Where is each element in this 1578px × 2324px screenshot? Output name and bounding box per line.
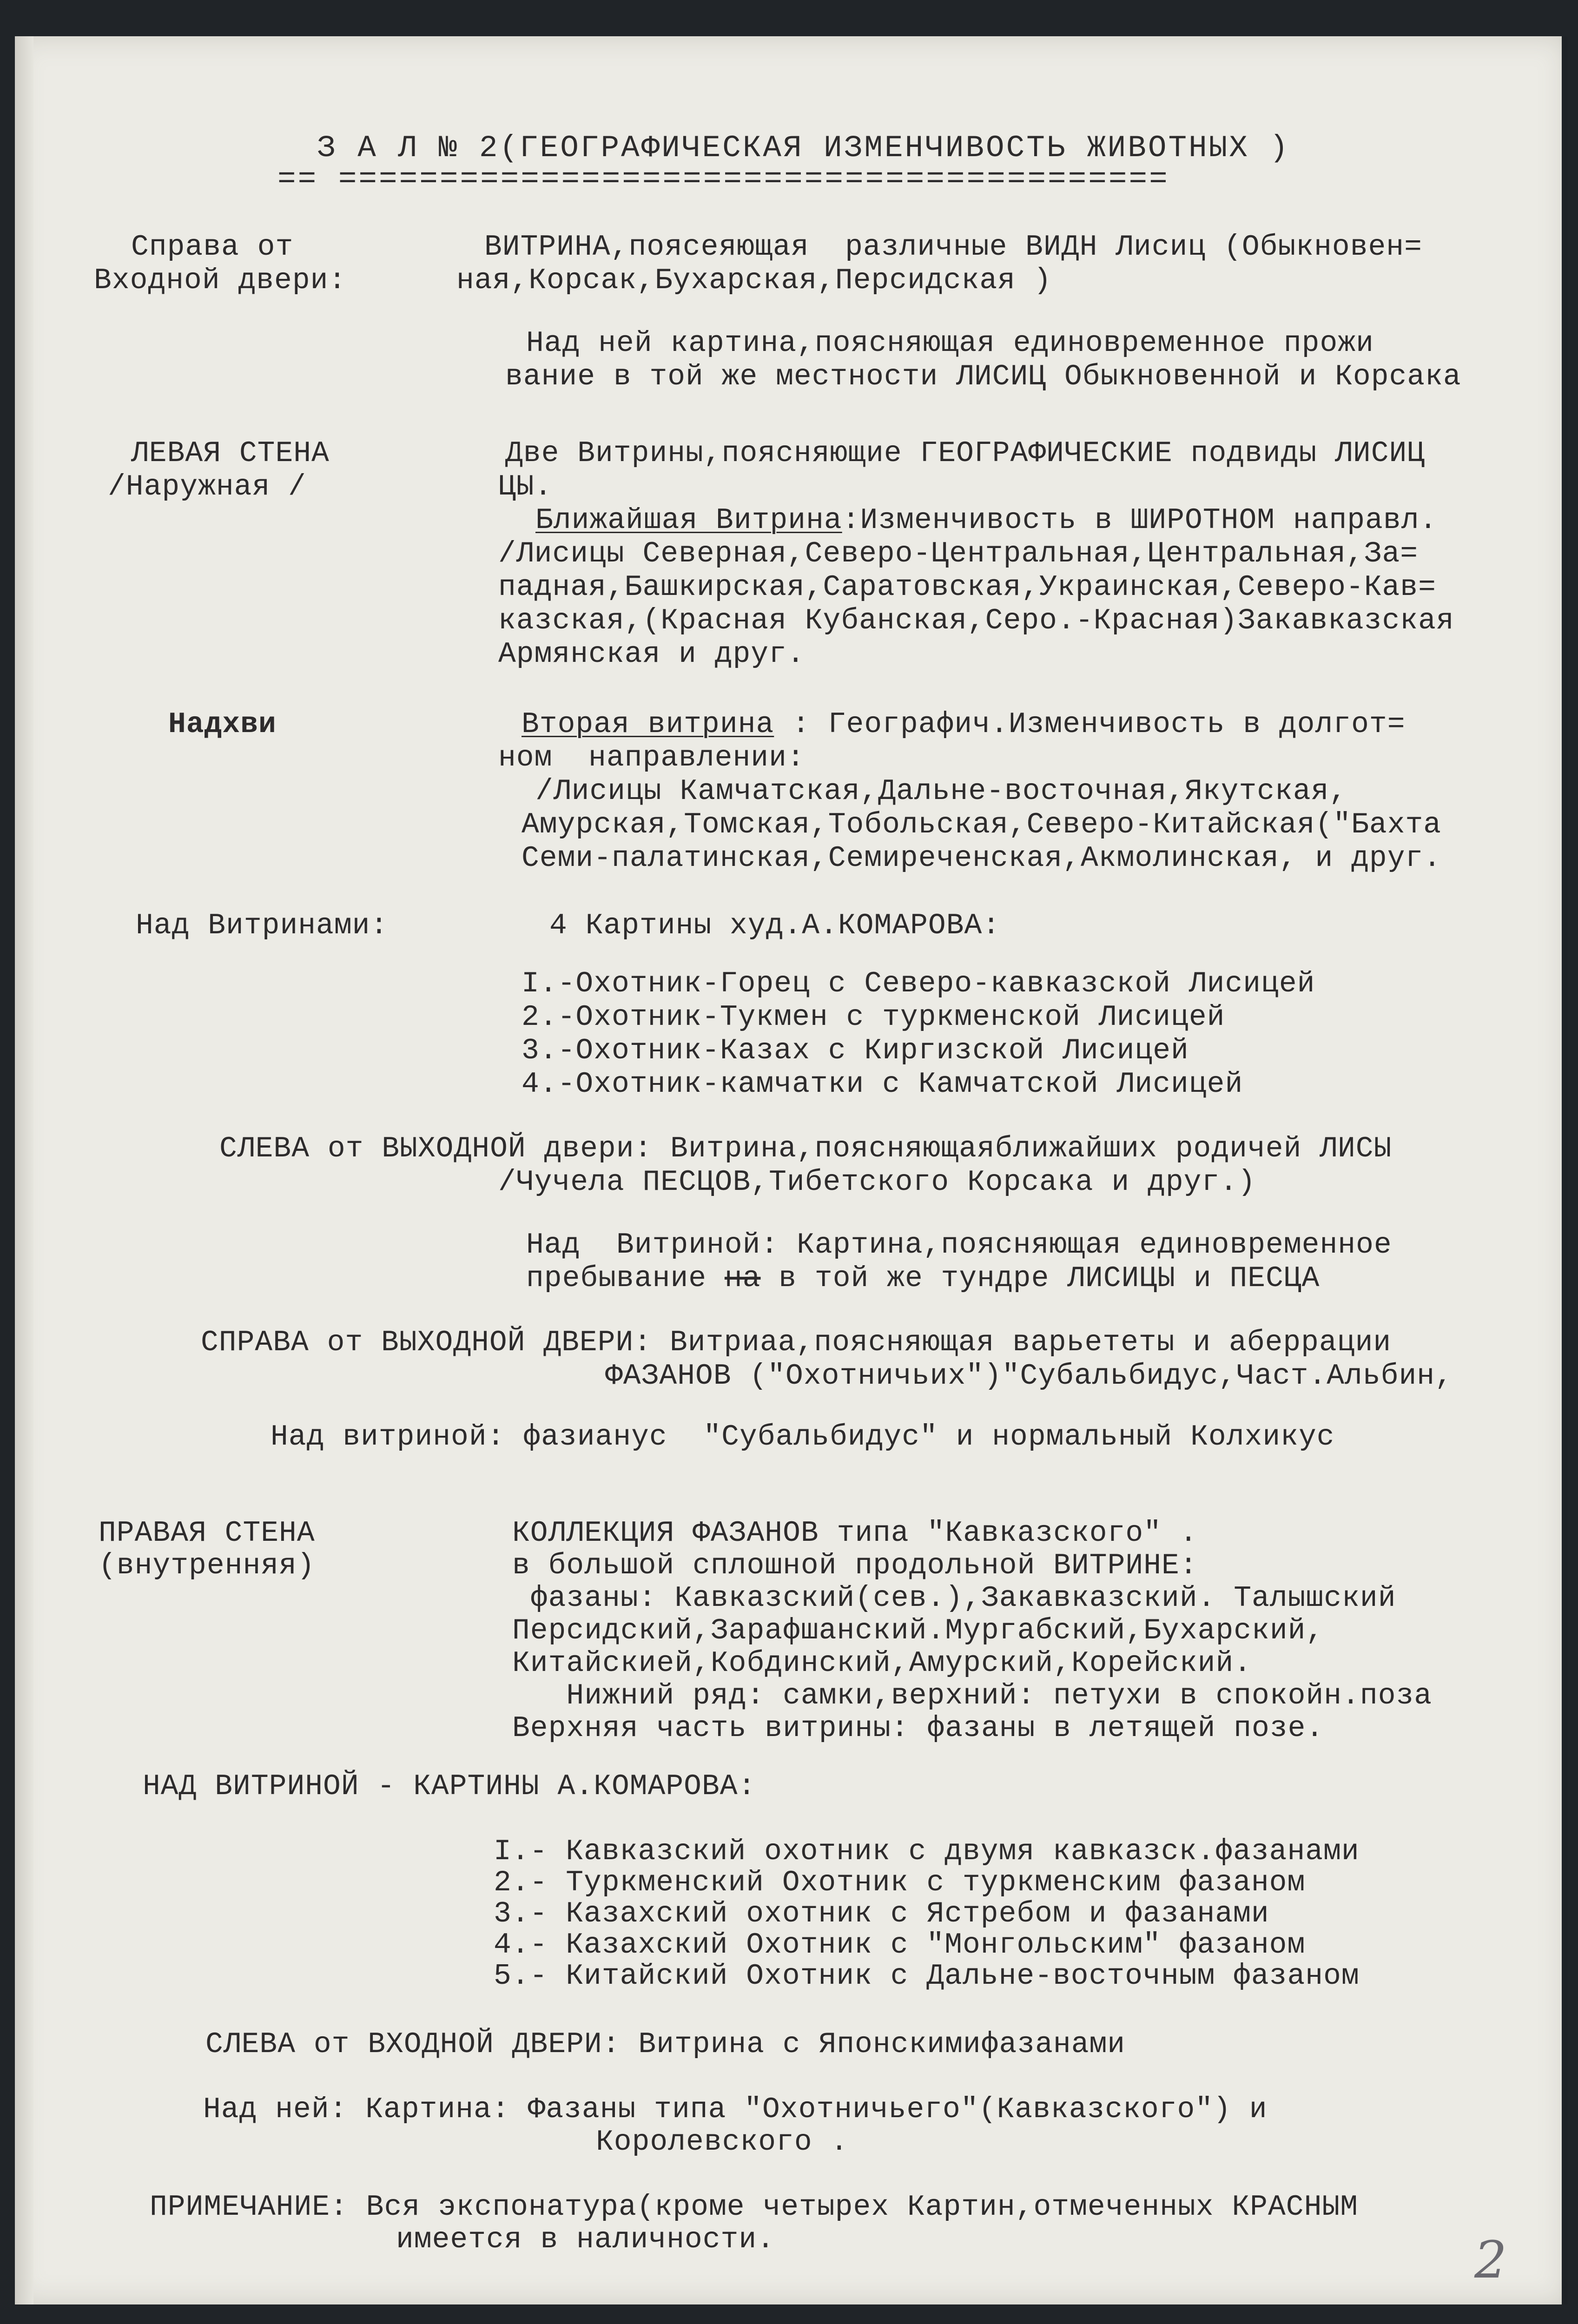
note-line-2: имеется в наличности. bbox=[396, 2223, 775, 2256]
section9-line-2: Над ней: Картина: Фазаны типа "Охотничьего"(Кавказского") и bbox=[203, 2093, 1268, 2126]
section7-line-7: Верхняя часть витрины: фазаны в летящей позе. bbox=[512, 1712, 1324, 1745]
section8-item-2: 2.- Туркменский Охотник с туркменским фазаном bbox=[494, 1866, 1306, 1899]
document-page bbox=[15, 36, 1567, 2304]
section7-line-1: КОЛЛЕКЦИЯ ФАЗАНОВ типа "Кавказского" . bbox=[512, 1517, 1198, 1550]
section7-line-2: в большой сплошной продольной ВИТРИНЕ: bbox=[512, 1549, 1198, 1582]
section7-line-6: Нижний ряд: самки,верхний: петухи в спокойн.поза bbox=[512, 1679, 1433, 1712]
page-edge bbox=[1562, 36, 1567, 2304]
page-fold-shadow bbox=[15, 36, 33, 2304]
section4-label: Над Витринами: bbox=[136, 909, 389, 942]
section7-line-5: Китайскией,Кобдинский,Амурский,Корейский. bbox=[512, 1647, 1252, 1680]
section4-item-2: 2.-Охотник-Тукмен с туркменской Лисицей bbox=[522, 1001, 1225, 1034]
section5-line-1: СЛЕВА от ВЫХОДНОЙ двери: Витрина,поясняющаяближайших родичей ЛИСЫ bbox=[219, 1132, 1392, 1165]
section7-line-3: фазаны: Кавказский(сев.),Закавказский. Талышский bbox=[512, 1582, 1396, 1615]
section7-line-4: Персидский,Зарафшанский.Мургабский,Бухарский, bbox=[512, 1614, 1324, 1647]
near-showcase-label: Ближайшая Витрина bbox=[535, 504, 842, 537]
page-number: 2 bbox=[1474, 2230, 1507, 2290]
section8-item-4: 4.- Казахский Охотник с "Монгольским" фазаном bbox=[494, 1928, 1306, 1961]
section2-label-1: ЛЕВАЯ СТЕНА bbox=[131, 437, 330, 470]
section1-line-1: ВИТРИНА,поясеяющая различные ВИДН Лисиц (Обыкновен= bbox=[484, 231, 1422, 264]
section1-label-2: Входной двери: bbox=[94, 264, 347, 297]
section5-line-2: /Чучела ПЕСЦОВ,Тибетского Корсака и друг.) bbox=[498, 1166, 1256, 1199]
section2-line-4: /Лисицы Северная,Северо-Центральная,Центральная,За= bbox=[498, 537, 1419, 570]
second-showcase-label: Вторая витрина bbox=[522, 708, 774, 741]
section4-item-3: 3.-Охотник-Казах с Киргизской Лисицей bbox=[522, 1034, 1189, 1067]
section4-heading: 4 Картины худ.А.КОМАРОВА: bbox=[549, 909, 1001, 942]
near-showcase-text: :Изменчивость в ШИРОТНОМ направл. bbox=[842, 504, 1438, 537]
section3-line-5: Семи-палатинская,Семиреченская,Акмолинская, и друг. bbox=[522, 842, 1442, 875]
section8-item-1: I.- Кавказский охотник с двумя кавказск.фазанами bbox=[494, 1835, 1360, 1868]
section2-line-3 bbox=[535, 504, 1437, 537]
section6-line-3: Над витриной: фазианус "Субальбидус" и нормальный Колхикус bbox=[271, 1420, 1335, 1453]
section1-line-4: вание в той же местности ЛИСИЦ Обыкновенной и Корсака bbox=[505, 360, 1461, 393]
section7-label-2: (внутренняя) bbox=[99, 1549, 315, 1582]
section5-line-3: Над Витриной: Картина,поясняющая единовременное bbox=[526, 1228, 1392, 1261]
page-title: З А Л № 2(ГЕОГРАФИЧЕСКАЯ ИЗМЕНЧИВОСТЬ ЖИВОТНЫХ ) bbox=[317, 131, 1290, 165]
section2-line-5: падная,Башкирская,Саратовская,Украинская,Северо-Кав= bbox=[498, 571, 1436, 604]
section2-line-1: Две Витрины,поясняющие ГЕОГРАФИЧЕСКИЕ подвиды ЛИСИЦ bbox=[505, 437, 1426, 470]
section1-line-2: ная,Корсак,Бухарская,Персидская ) bbox=[456, 264, 1052, 297]
section3-line-4: Амурская,Томская,Тобольская,Северо-Китайская("Бахта bbox=[522, 808, 1442, 841]
section1-label-1: Справа от bbox=[131, 231, 294, 264]
section6-line-2: ФАЗАНОВ ("Охотничьих")"Субальбидус,Част.Альбин, bbox=[605, 1360, 1453, 1393]
section3-line-1 bbox=[522, 708, 1406, 741]
section8-heading: НАД ВИТРИНОЙ - КАРТИНЫ А.КОМАРОВА: bbox=[143, 1770, 756, 1803]
section2-line-2: ЦЫ. bbox=[498, 470, 553, 503]
section5-line-4 bbox=[526, 1262, 1320, 1295]
section3-label: Надхви bbox=[168, 708, 277, 741]
section3-line-3: /Лисицы Камчатская,Дальне-восточная,Якутская, bbox=[535, 775, 1347, 808]
section7-label-1: ПРАВАЯ СТЕНА bbox=[99, 1517, 315, 1550]
section1-line-3: Над ней картина,поясняющая единовременное прожи bbox=[526, 327, 1374, 360]
title-underline: == ========================================= bbox=[277, 162, 1169, 197]
second-showcase-text: : Географич.Изменчивость в долгот= bbox=[774, 708, 1406, 741]
section5-line-4-end: в той же тундре ЛИСИЦЫ и ПЕСЦА bbox=[760, 1262, 1320, 1295]
note-line-1: ПРИМЕЧАНИЕ: Вся экспонатура(кроме четырех Картин,отмеченных КРАСНЫМ bbox=[150, 2191, 1359, 2224]
section5-line-4-start: пребывание bbox=[526, 1262, 725, 1295]
section4-item-1: I.-Охотник-Горец с Северо-кавказской Лисицей bbox=[522, 967, 1315, 1000]
section2-line-7: Армянская и друг. bbox=[498, 638, 805, 671]
section8-item-5: 5.- Китайский Охотник с Дальне-восточным фазаном bbox=[494, 1960, 1360, 1993]
section6-line-1: СПРАВА от ВЫХОДНОЙ ДВЕРИ: Витриаа,поясняющая варьететы и аберрации bbox=[201, 1326, 1392, 1359]
section9-line-1: СЛЕВА от ВХОДНОЙ ДВЕРИ: Витрина с Японскимифазанами bbox=[205, 2028, 1126, 2061]
section4-item-4: 4.-Охотник-камчатки с Камчатской Лисицей bbox=[522, 1068, 1243, 1101]
section8-item-3: 3.- Казахский охотник с Ястребом и фазанами bbox=[494, 1897, 1269, 1930]
section9-line-3: Королевского . bbox=[596, 2126, 849, 2159]
section2-label-2: /Наружная / bbox=[108, 470, 306, 503]
section2-line-6: казская,(Красная Кубанская,Серо.-Красная)Закавказская bbox=[498, 604, 1454, 637]
struck-word: на bbox=[724, 1262, 761, 1295]
section3-line-2: ном направлении: bbox=[498, 741, 805, 774]
